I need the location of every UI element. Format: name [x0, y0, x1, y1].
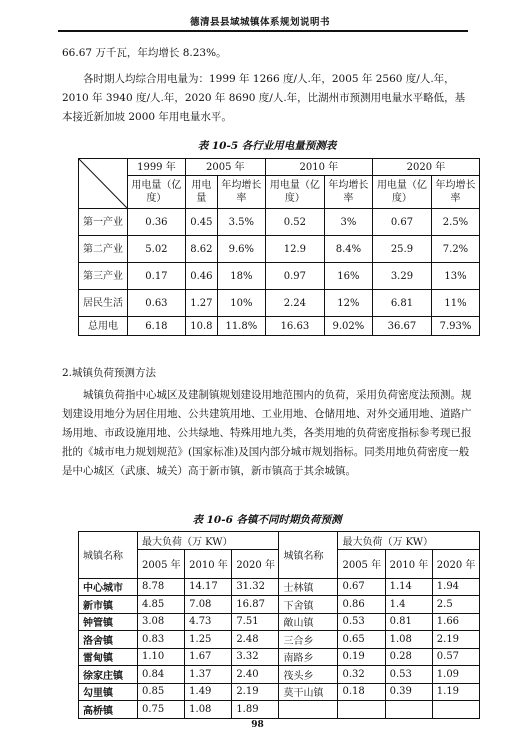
- town-name-header: 城镇名称: [279, 532, 338, 579]
- header-rule: [58, 30, 468, 32]
- empty-cell: [385, 701, 432, 719]
- table-cell: 1.4: [385, 596, 432, 614]
- table-cell: 9.02%: [324, 317, 372, 336]
- row-label: 居民生活: [79, 290, 128, 317]
- table-cell: 3.29: [372, 263, 431, 290]
- year-header: 2010 年: [185, 549, 232, 578]
- table-cell: 11.8%: [217, 317, 265, 336]
- table-cell: 1.25: [185, 631, 232, 649]
- table-row: [79, 596, 480, 614]
- table-cell: 1.37: [185, 666, 232, 684]
- table-cell: 10%: [217, 290, 265, 317]
- table-row: [79, 236, 480, 263]
- max-load-header: 最大负荷（万 KW）: [338, 532, 480, 550]
- town-name: 中心城市: [79, 578, 138, 596]
- sub-header: 年均增长率: [431, 176, 479, 209]
- table-cell: 1.89: [232, 701, 279, 719]
- town-name: 新市镇: [79, 596, 138, 614]
- year-header: 2005 年: [338, 549, 385, 578]
- table-cell: 0.63: [128, 290, 186, 317]
- empty-cell: [432, 701, 479, 719]
- table-row: [79, 701, 480, 719]
- table-row: [79, 578, 480, 596]
- town-name: 洛舍镇: [79, 631, 138, 649]
- table-cell: 11%: [431, 290, 479, 317]
- table-cell: 16%: [324, 263, 372, 290]
- max-load-header: 最大负荷（万 KW）: [138, 532, 279, 550]
- year-header: 2005 年: [185, 159, 265, 176]
- table-cell: 3%: [324, 209, 372, 236]
- table-cell: 12.9: [265, 236, 324, 263]
- table-cell: 1.66: [432, 613, 479, 631]
- empty-cell: [338, 701, 385, 719]
- table-cell: 7.08: [185, 596, 232, 614]
- table-cell: 18%: [217, 263, 265, 290]
- table-cell: 0.81: [385, 613, 432, 631]
- table-1-year-row: [79, 159, 480, 176]
- year-header: 2020 年: [432, 549, 479, 578]
- empty-cell: [279, 701, 338, 719]
- table-cell: 0.18: [338, 683, 385, 701]
- table-cell: 1.08: [385, 631, 432, 649]
- sub-header: 年均增长率: [217, 176, 265, 209]
- table-cell: 1.27: [185, 290, 217, 317]
- table-cell: 0.39: [385, 683, 432, 701]
- table-cell: 16.87: [232, 596, 279, 614]
- sub-header: 年均增长率: [324, 176, 372, 209]
- table-cell: 9.6%: [217, 236, 265, 263]
- table-cell: 36.67: [372, 317, 431, 336]
- table-cell: 7.93%: [431, 317, 479, 336]
- table-cell: 0.36: [128, 209, 186, 236]
- town-name: 雷甸镇: [79, 648, 138, 666]
- table-cell: 3.08: [138, 613, 185, 631]
- town-load-forecast-table: [78, 531, 480, 719]
- town-name: 钟管镇: [79, 613, 138, 631]
- year-header: 2020 年: [372, 159, 479, 176]
- table-cell: 4.73: [185, 613, 232, 631]
- table-cell: 7.2%: [431, 236, 479, 263]
- paragraph-3: 城镇负荷指中心城区及建制镇规划建设用地范围内的负荷，采用负荷密度法预测。规划建设用地分为居住用地、公共建筑用地、工业用地、仓储用地、对外交通用地、道路广场用地、市政设施用地、公共绿地、特殊用地九类，各类用地的负荷密度指标参考现已报批的《城市电力规划规范》(国家标准)及国内部分城市规划指标。同类用地负荷密度一般是中心城区（武康、城关）高于新市镇，新市镇高于其余城镇。: [62, 389, 472, 477]
- table-cell: 3.5%: [217, 209, 265, 236]
- sub-header: 用电量（亿度）: [265, 176, 324, 209]
- row-label: 第三产业: [79, 263, 128, 290]
- table-cell: 1.49: [185, 683, 232, 701]
- town-name: 勾里镇: [79, 683, 138, 701]
- table-row: [79, 209, 480, 236]
- row-label: 总用电: [79, 317, 128, 336]
- section-heading: 2.城镇负荷预测方法: [62, 367, 157, 379]
- table-row: [79, 290, 480, 317]
- table-cell: 1.10: [138, 648, 185, 666]
- table-cell: 6.81: [372, 290, 431, 317]
- table-cell: 0.86: [338, 596, 385, 614]
- table-cell: 6.18: [128, 317, 186, 336]
- table-cell: 4.85: [138, 596, 185, 614]
- table-cell: 2.5: [432, 596, 479, 614]
- table-cell: 1.14: [385, 578, 432, 596]
- table-row: [79, 263, 480, 290]
- town-name: 敵山镇: [279, 613, 338, 631]
- row-label: 第一产业: [79, 209, 128, 236]
- table-cell: 0.75: [138, 701, 185, 719]
- town-name: 筏头乡: [279, 666, 338, 684]
- table-cell: 0.28: [385, 648, 432, 666]
- table-cell: 13%: [431, 263, 479, 290]
- table-cell: 8.62: [185, 236, 217, 263]
- table-cell: 0.65: [338, 631, 385, 649]
- diagonal-header-cell: [79, 159, 128, 209]
- table-cell: 0.53: [338, 613, 385, 631]
- table-1-subheader-row: [79, 176, 480, 209]
- table-cell: 0.52: [265, 209, 324, 236]
- sub-header: 用电量（亿度）: [372, 176, 431, 209]
- table-cell: 1.08: [185, 701, 232, 719]
- town-name: 莫干山镇: [279, 683, 338, 701]
- table-cell: 0.53: [385, 666, 432, 684]
- table-cell: 0.84: [138, 666, 185, 684]
- year-header: 1999 年: [128, 159, 186, 176]
- table-cell: 0.67: [372, 209, 431, 236]
- table-cell: 8.4%: [324, 236, 372, 263]
- table-cell: 2.5%: [431, 209, 479, 236]
- table-cell: 0.45: [185, 209, 217, 236]
- table-cell: 0.19: [338, 648, 385, 666]
- table-cell: 2.19: [432, 631, 479, 649]
- table-cell: 5.02: [128, 236, 186, 263]
- row-label: 第二产业: [79, 236, 128, 263]
- table-cell: 0.83: [138, 631, 185, 649]
- table-row: [79, 648, 480, 666]
- town-name-header: 城镇名称: [79, 532, 138, 579]
- year-header: 2020 年: [232, 549, 279, 578]
- table-cell: 1.94: [432, 578, 479, 596]
- year-header: 2005 年: [138, 549, 185, 578]
- table-cell: 12%: [324, 290, 372, 317]
- table-1-caption: 表 10-5 各行业用电量预测表: [197, 140, 337, 152]
- table-cell: 2.19: [232, 683, 279, 701]
- town-name: 下舍镇: [279, 596, 338, 614]
- table-cell: 1.19: [432, 683, 479, 701]
- town-name: 高桥镇: [79, 701, 138, 719]
- table-cell: 16.63: [265, 317, 324, 336]
- year-header: 2010 年: [265, 159, 372, 176]
- table-cell: 0.67: [338, 578, 385, 596]
- year-header: 2010 年: [385, 549, 432, 578]
- town-name: 徐家庄镇: [79, 666, 138, 684]
- table-cell: 2.40: [232, 666, 279, 684]
- table-row: [79, 631, 480, 649]
- table-cell: 0.97: [265, 263, 324, 290]
- table-cell: 0.57: [432, 648, 479, 666]
- table-cell: 1.09: [432, 666, 479, 684]
- table-row: [79, 683, 480, 701]
- table-cell: 31.32: [232, 578, 279, 596]
- table-cell: 0.17: [128, 263, 186, 290]
- table-cell: 2.24: [265, 290, 324, 317]
- electricity-forecast-table: [78, 158, 480, 336]
- table-cell: 0.32: [338, 666, 385, 684]
- table-cell: 0.85: [138, 683, 185, 701]
- paragraph-1: 66.67 万千瓦，年均增长 8.23%。: [62, 47, 227, 59]
- sub-header: 用电量: [185, 176, 217, 209]
- table-cell: 2.48: [232, 631, 279, 649]
- table-cell: 1.67: [185, 648, 232, 666]
- table-row: [79, 317, 480, 336]
- table-cell: 3.32: [232, 648, 279, 666]
- table-row: [79, 666, 480, 684]
- diagonal-line: [79, 159, 127, 208]
- table-cell: 0.46: [185, 263, 217, 290]
- table-2-header-row: [79, 532, 480, 550]
- running-header: 德清县县域城镇体系规划说明书: [189, 17, 330, 28]
- paragraph-2: 各时期人均综合用电量为：1999 年 1266 度/人.年，2005 年 2560 度/人.年，2010 年 3940 度/人.年，2020 年 8690 度/人.年，比湖州市预测用电量水平略低，基本接近新加坡 2000 年用电量水平。: [62, 73, 466, 123]
- table-cell: 25.9: [372, 236, 431, 263]
- table-row: [79, 613, 480, 631]
- table-2-caption: 表 10-6 各镇不同时期负荷预测: [192, 514, 342, 526]
- table-cell: 10.8: [185, 317, 217, 336]
- table-cell: 8.78: [138, 578, 185, 596]
- town-name: 南路乡: [279, 648, 338, 666]
- town-name: 士林镇: [279, 578, 338, 596]
- table-cell: 14.17: [185, 578, 232, 596]
- sub-header: 用电量（亿度）: [128, 176, 186, 209]
- page-number: 98: [251, 720, 264, 730]
- town-name: 三合乡: [279, 631, 338, 649]
- table-cell: 7.51: [232, 613, 279, 631]
